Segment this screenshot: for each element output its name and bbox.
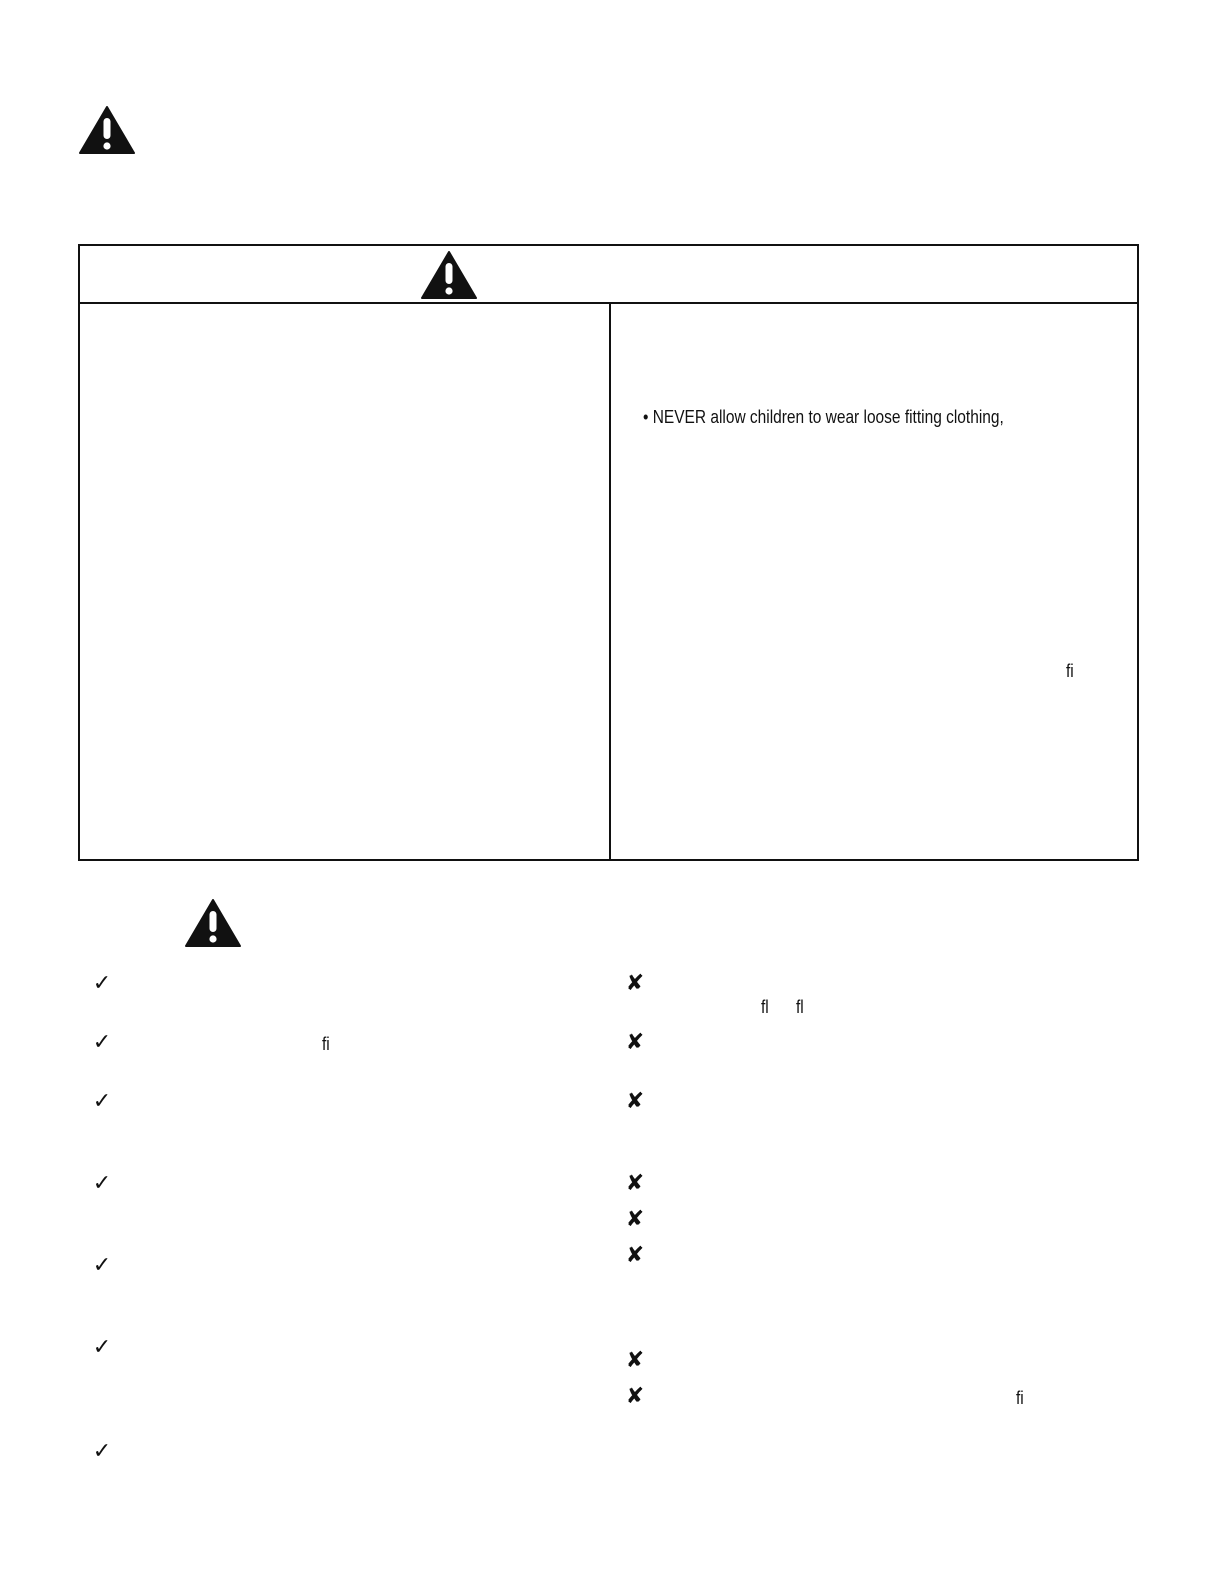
warning-box-header	[80, 246, 1137, 304]
cross-mark-icon: ✘	[625, 1243, 645, 1268]
ligature-fragment: fi	[1066, 661, 1074, 681]
warning-triangle-icon	[184, 898, 242, 948]
warning-triangle-icon	[78, 105, 136, 155]
cross-mark-icon: ✘	[625, 1089, 645, 1114]
warning-box	[78, 244, 1139, 861]
clothing-warning-text: • NEVER allow children to wear loose fitting clothing,	[643, 407, 1004, 427]
column-divider	[609, 302, 611, 859]
check-mark-icon: ✓	[92, 971, 112, 996]
check-mark-icon: ✓	[92, 1030, 112, 1055]
cross-mark-icon: ✘	[625, 1384, 645, 1409]
list-item-text: fi	[1016, 1388, 1024, 1408]
check-mark-icon: ✓	[92, 1171, 112, 1196]
check-mark-icon: ✓	[92, 1335, 112, 1360]
check-mark-icon: ✓	[92, 1253, 112, 1278]
list-item-text: fl	[761, 997, 769, 1017]
cross-mark-icon: ✘	[625, 1030, 645, 1055]
list-item-text: fi	[322, 1034, 330, 1054]
warning-triangle-icon	[420, 250, 478, 300]
check-mark-icon: ✓	[92, 1089, 112, 1114]
check-mark-icon: ✓	[92, 1439, 112, 1464]
cross-mark-icon: ✘	[625, 971, 645, 996]
cross-mark-icon: ✘	[625, 1348, 645, 1373]
cross-mark-icon: ✘	[625, 1207, 645, 1232]
cross-mark-icon: ✘	[625, 1171, 645, 1196]
list-item-text: fl	[796, 997, 804, 1017]
